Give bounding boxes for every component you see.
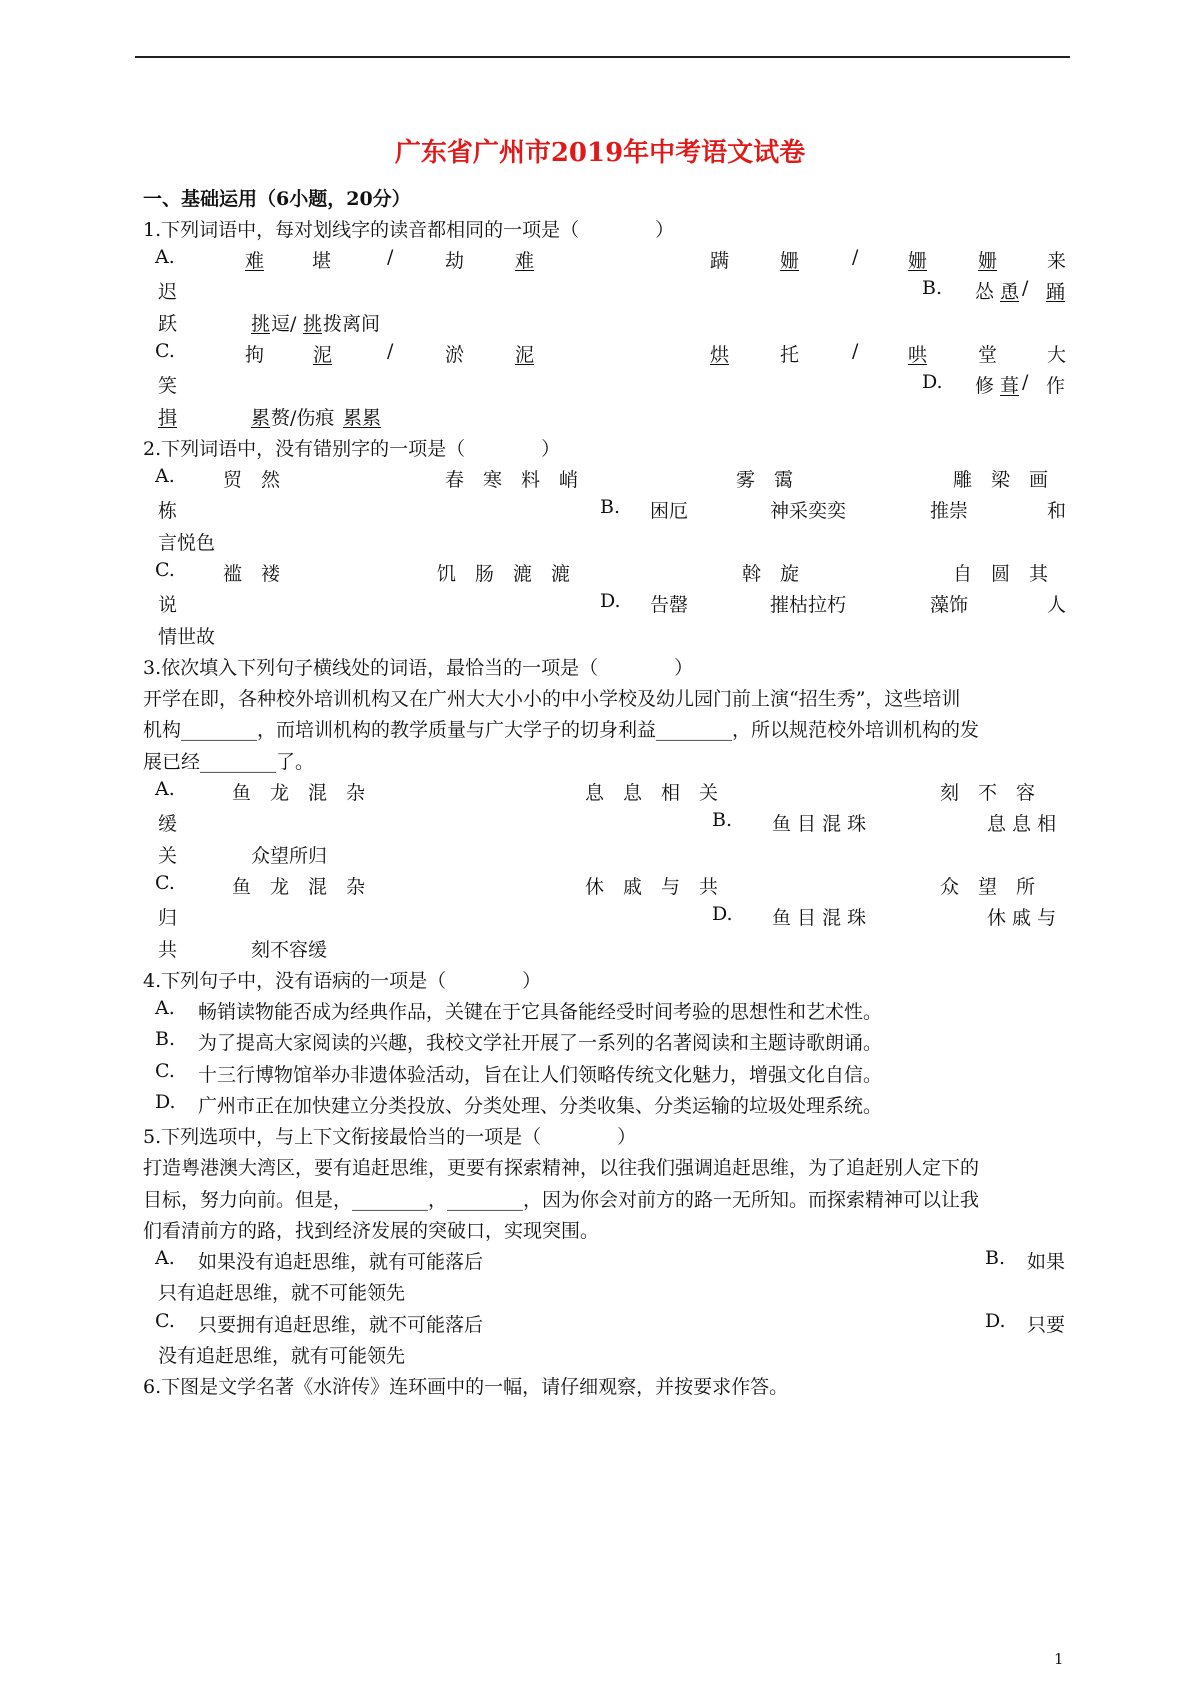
paragraph-line: 目标，努力向前。但是，________，________，因为你会对前方的路一无所知。而探索精神可以让我 bbox=[143, 1189, 980, 1211]
option-text: 缓 bbox=[158, 813, 178, 835]
option-text: 贸 然 bbox=[223, 469, 281, 491]
word: 哄 bbox=[908, 344, 928, 366]
word: 难 bbox=[245, 250, 265, 272]
word: 来 bbox=[1047, 250, 1067, 272]
word: 拘 bbox=[245, 344, 265, 366]
option-text: 刻 不 容 bbox=[940, 782, 1036, 804]
option-label: D. bbox=[985, 1310, 1006, 1332]
option-label: B. bbox=[985, 1247, 1006, 1269]
option-label: D. bbox=[600, 590, 621, 612]
word: 跃 bbox=[158, 313, 178, 335]
option-text: 困厄 bbox=[650, 500, 689, 522]
option-text: 众望所归 bbox=[251, 845, 328, 867]
paragraph-line: 们看清前方的路，找到经济发展的突破口，实现突围。 bbox=[143, 1220, 600, 1242]
option-text: 为了提高大家阅读的兴趣，我校文学社开展了一系列的名著阅读和主题诗歌朗诵。 bbox=[198, 1032, 883, 1054]
option-text: 自 圆 其 bbox=[953, 563, 1049, 585]
option-b-label: B. bbox=[922, 277, 943, 299]
option-text: 没有追赶思维，就有可能领先 bbox=[158, 1345, 406, 1367]
paragraph-line: 开学在即，各种校外培训机构又在广州大大小小的中小学校及幼儿园门前上演“招生秀”，这些培训 bbox=[143, 688, 961, 710]
underline-gap bbox=[800, 246, 845, 273]
separator: / bbox=[852, 340, 859, 362]
word: 修 bbox=[975, 375, 995, 397]
word: 泥 bbox=[515, 344, 535, 366]
word: 大 bbox=[1047, 344, 1067, 366]
separator: / bbox=[387, 246, 394, 268]
question-1-stem: 1.下列词语中，每对划线字的读音都相同的一项是（ ） bbox=[143, 219, 675, 241]
option-label: A. bbox=[155, 778, 175, 800]
underline-gap bbox=[265, 246, 303, 273]
word: 累累 bbox=[343, 407, 382, 429]
option-d-label: D. bbox=[922, 371, 943, 393]
option-text: 和 bbox=[1047, 500, 1067, 522]
option-label: B. bbox=[155, 1028, 176, 1050]
option-text: 说 bbox=[158, 594, 178, 616]
option-label: D. bbox=[155, 1091, 176, 1113]
option-text: 归 bbox=[158, 907, 178, 929]
underline-gap bbox=[928, 340, 968, 367]
option-label: B. bbox=[600, 496, 621, 518]
option-text: 共 bbox=[158, 939, 178, 961]
option-label: D. bbox=[712, 903, 733, 925]
word: 姗 bbox=[978, 250, 998, 272]
paragraph-line: 机构________，而培训机构的教学质量与广大学子的切身利益________，所以规范校外培训机构的发 bbox=[143, 719, 980, 741]
option-text: 鱼 龙 混 杂 bbox=[232, 876, 366, 898]
underline-gap bbox=[730, 340, 770, 367]
word: 迟 bbox=[158, 281, 178, 303]
option-label: A. bbox=[155, 997, 175, 1019]
option-text: 刻不容缓 bbox=[251, 939, 328, 961]
option-text: 只要 bbox=[1027, 1314, 1066, 1336]
option-text: 人 bbox=[1047, 594, 1067, 616]
option-label: C. bbox=[155, 559, 175, 581]
option-text: 情世故 bbox=[158, 626, 216, 648]
separator: / bbox=[1022, 277, 1029, 299]
word: 托 bbox=[780, 344, 800, 366]
word: 挑 bbox=[303, 313, 323, 335]
word: 淤 bbox=[445, 344, 465, 366]
word: 累 bbox=[251, 407, 271, 429]
word: 姗 bbox=[908, 250, 928, 272]
option-text: 只要拥有追赶思维，就不可能落后 bbox=[198, 1314, 484, 1336]
word: 作 bbox=[1046, 375, 1066, 397]
word: 揖 bbox=[158, 407, 178, 429]
option-a-label: A. bbox=[155, 246, 175, 268]
word: 姗 bbox=[780, 250, 800, 272]
option-label: C. bbox=[155, 1060, 175, 1082]
option-label: C. bbox=[155, 872, 175, 894]
word: 逗/ bbox=[271, 313, 297, 335]
option-text: 鱼 龙 混 杂 bbox=[232, 782, 366, 804]
separator: / bbox=[1022, 371, 1029, 393]
page-title: 广东省广州市2019年中考语文试卷 bbox=[394, 138, 806, 168]
word: 难 bbox=[515, 250, 535, 272]
question-5-stem: 5.下列选项中，与上下文衔接最恰当的一项是（ ） bbox=[143, 1126, 637, 1148]
underline-gap bbox=[928, 246, 978, 273]
header-rule bbox=[135, 56, 1070, 58]
word: 葺 bbox=[1000, 375, 1020, 397]
question-6-stem: 6.下图是文学名著《水浒传》连环画中的一幅，请仔细观察，并按要求作答。 bbox=[143, 1376, 789, 1398]
underline-gap bbox=[535, 246, 585, 273]
option-text: 众 望 所 bbox=[940, 876, 1036, 898]
page-number: 1 bbox=[1054, 1650, 1064, 1668]
section-heading: 一、基础运用（6小题，20分） bbox=[143, 188, 411, 210]
option-text: 十三行博物馆举办非遗体验活动，旨在让人们领略传统文化魅力，增强文化自信。 bbox=[198, 1064, 883, 1086]
option-text: 休 戚 与 bbox=[987, 907, 1057, 929]
option-text: 藻饰 bbox=[930, 594, 969, 616]
option-text: 栋 bbox=[158, 500, 178, 522]
word: 蹒 bbox=[710, 250, 730, 272]
option-text: 休 戚 与 共 bbox=[585, 876, 719, 898]
option-label: C. bbox=[155, 1310, 175, 1332]
question-3-stem: 3.依次填入下列句子横线处的词语，最恰当的一项是（ ） bbox=[143, 657, 694, 679]
option-text: 春 寒 料 峭 bbox=[445, 469, 579, 491]
word: 笑 bbox=[158, 375, 178, 397]
paragraph-line: 打造粤港澳大湾区，要有追赶思维，更要有探索精神，以往我们强调追赶思维，为了追赶别人定下的 bbox=[143, 1157, 980, 1179]
option-text: 褴 褛 bbox=[223, 563, 281, 585]
question-2-stem: 2.下列词语中，没有错别字的一项是（ ） bbox=[143, 438, 561, 460]
option-label: B. bbox=[712, 809, 733, 831]
word: 拨离间 bbox=[323, 313, 381, 335]
option-text: 息 息 相 bbox=[987, 813, 1057, 835]
option-label: A. bbox=[155, 1247, 175, 1269]
option-text: 息 息 相 关 bbox=[585, 782, 719, 804]
separator: / bbox=[852, 246, 859, 268]
option-text: 神采奕奕 bbox=[770, 500, 847, 522]
word: 劫 bbox=[445, 250, 465, 272]
option-text: 饥 肠 漉 漉 bbox=[437, 563, 571, 585]
word: 赘/伤痕 bbox=[271, 407, 335, 429]
word: 恿 bbox=[1000, 281, 1020, 303]
option-text: 鱼 目 混 珠 bbox=[772, 907, 867, 929]
word: 烘 bbox=[710, 344, 730, 366]
option-c-label: C. bbox=[155, 340, 175, 362]
underline-gap bbox=[535, 340, 585, 367]
word: 堪 bbox=[312, 250, 332, 272]
option-text: 广州市正在加快建立分类投放、分类处理、分类收集、分类运输的垃圾处理系统。 bbox=[198, 1095, 883, 1117]
word: 堂 bbox=[978, 344, 998, 366]
option-text: 雕 梁 画 bbox=[953, 469, 1049, 491]
option-label: A. bbox=[155, 465, 175, 487]
option-text: 告罄 bbox=[650, 594, 689, 616]
option-text: 关 bbox=[158, 845, 178, 867]
word: 踊 bbox=[1046, 281, 1066, 303]
option-text: 雾 霭 bbox=[736, 469, 794, 491]
option-text: 鱼 目 混 珠 bbox=[772, 813, 867, 835]
paragraph-line: 展已经________了。 bbox=[143, 751, 315, 773]
option-text: 斡 旋 bbox=[742, 563, 800, 585]
option-text: 畅销读物能否成为经典作品，关键在于它具备能经受时间考验的思想性和艺术性。 bbox=[198, 1001, 883, 1023]
word: 泥 bbox=[313, 344, 333, 366]
question-4-stem: 4.下列句子中，没有语病的一项是（ ） bbox=[143, 970, 542, 992]
word: 怂 bbox=[975, 281, 995, 303]
option-text: 推崇 bbox=[930, 500, 969, 522]
underline-gap bbox=[998, 246, 1043, 273]
option-text: 摧枯拉朽 bbox=[770, 594, 847, 616]
option-text: 如果 bbox=[1027, 1251, 1066, 1273]
word: 挑 bbox=[251, 313, 271, 335]
option-text: 如果没有追赶思维，就有可能落后 bbox=[198, 1251, 484, 1273]
option-text: 只有追赶思维，就不可能领先 bbox=[158, 1282, 406, 1304]
option-text: 言悦色 bbox=[158, 532, 216, 554]
separator: / bbox=[387, 340, 394, 362]
underline-gap bbox=[333, 340, 378, 367]
